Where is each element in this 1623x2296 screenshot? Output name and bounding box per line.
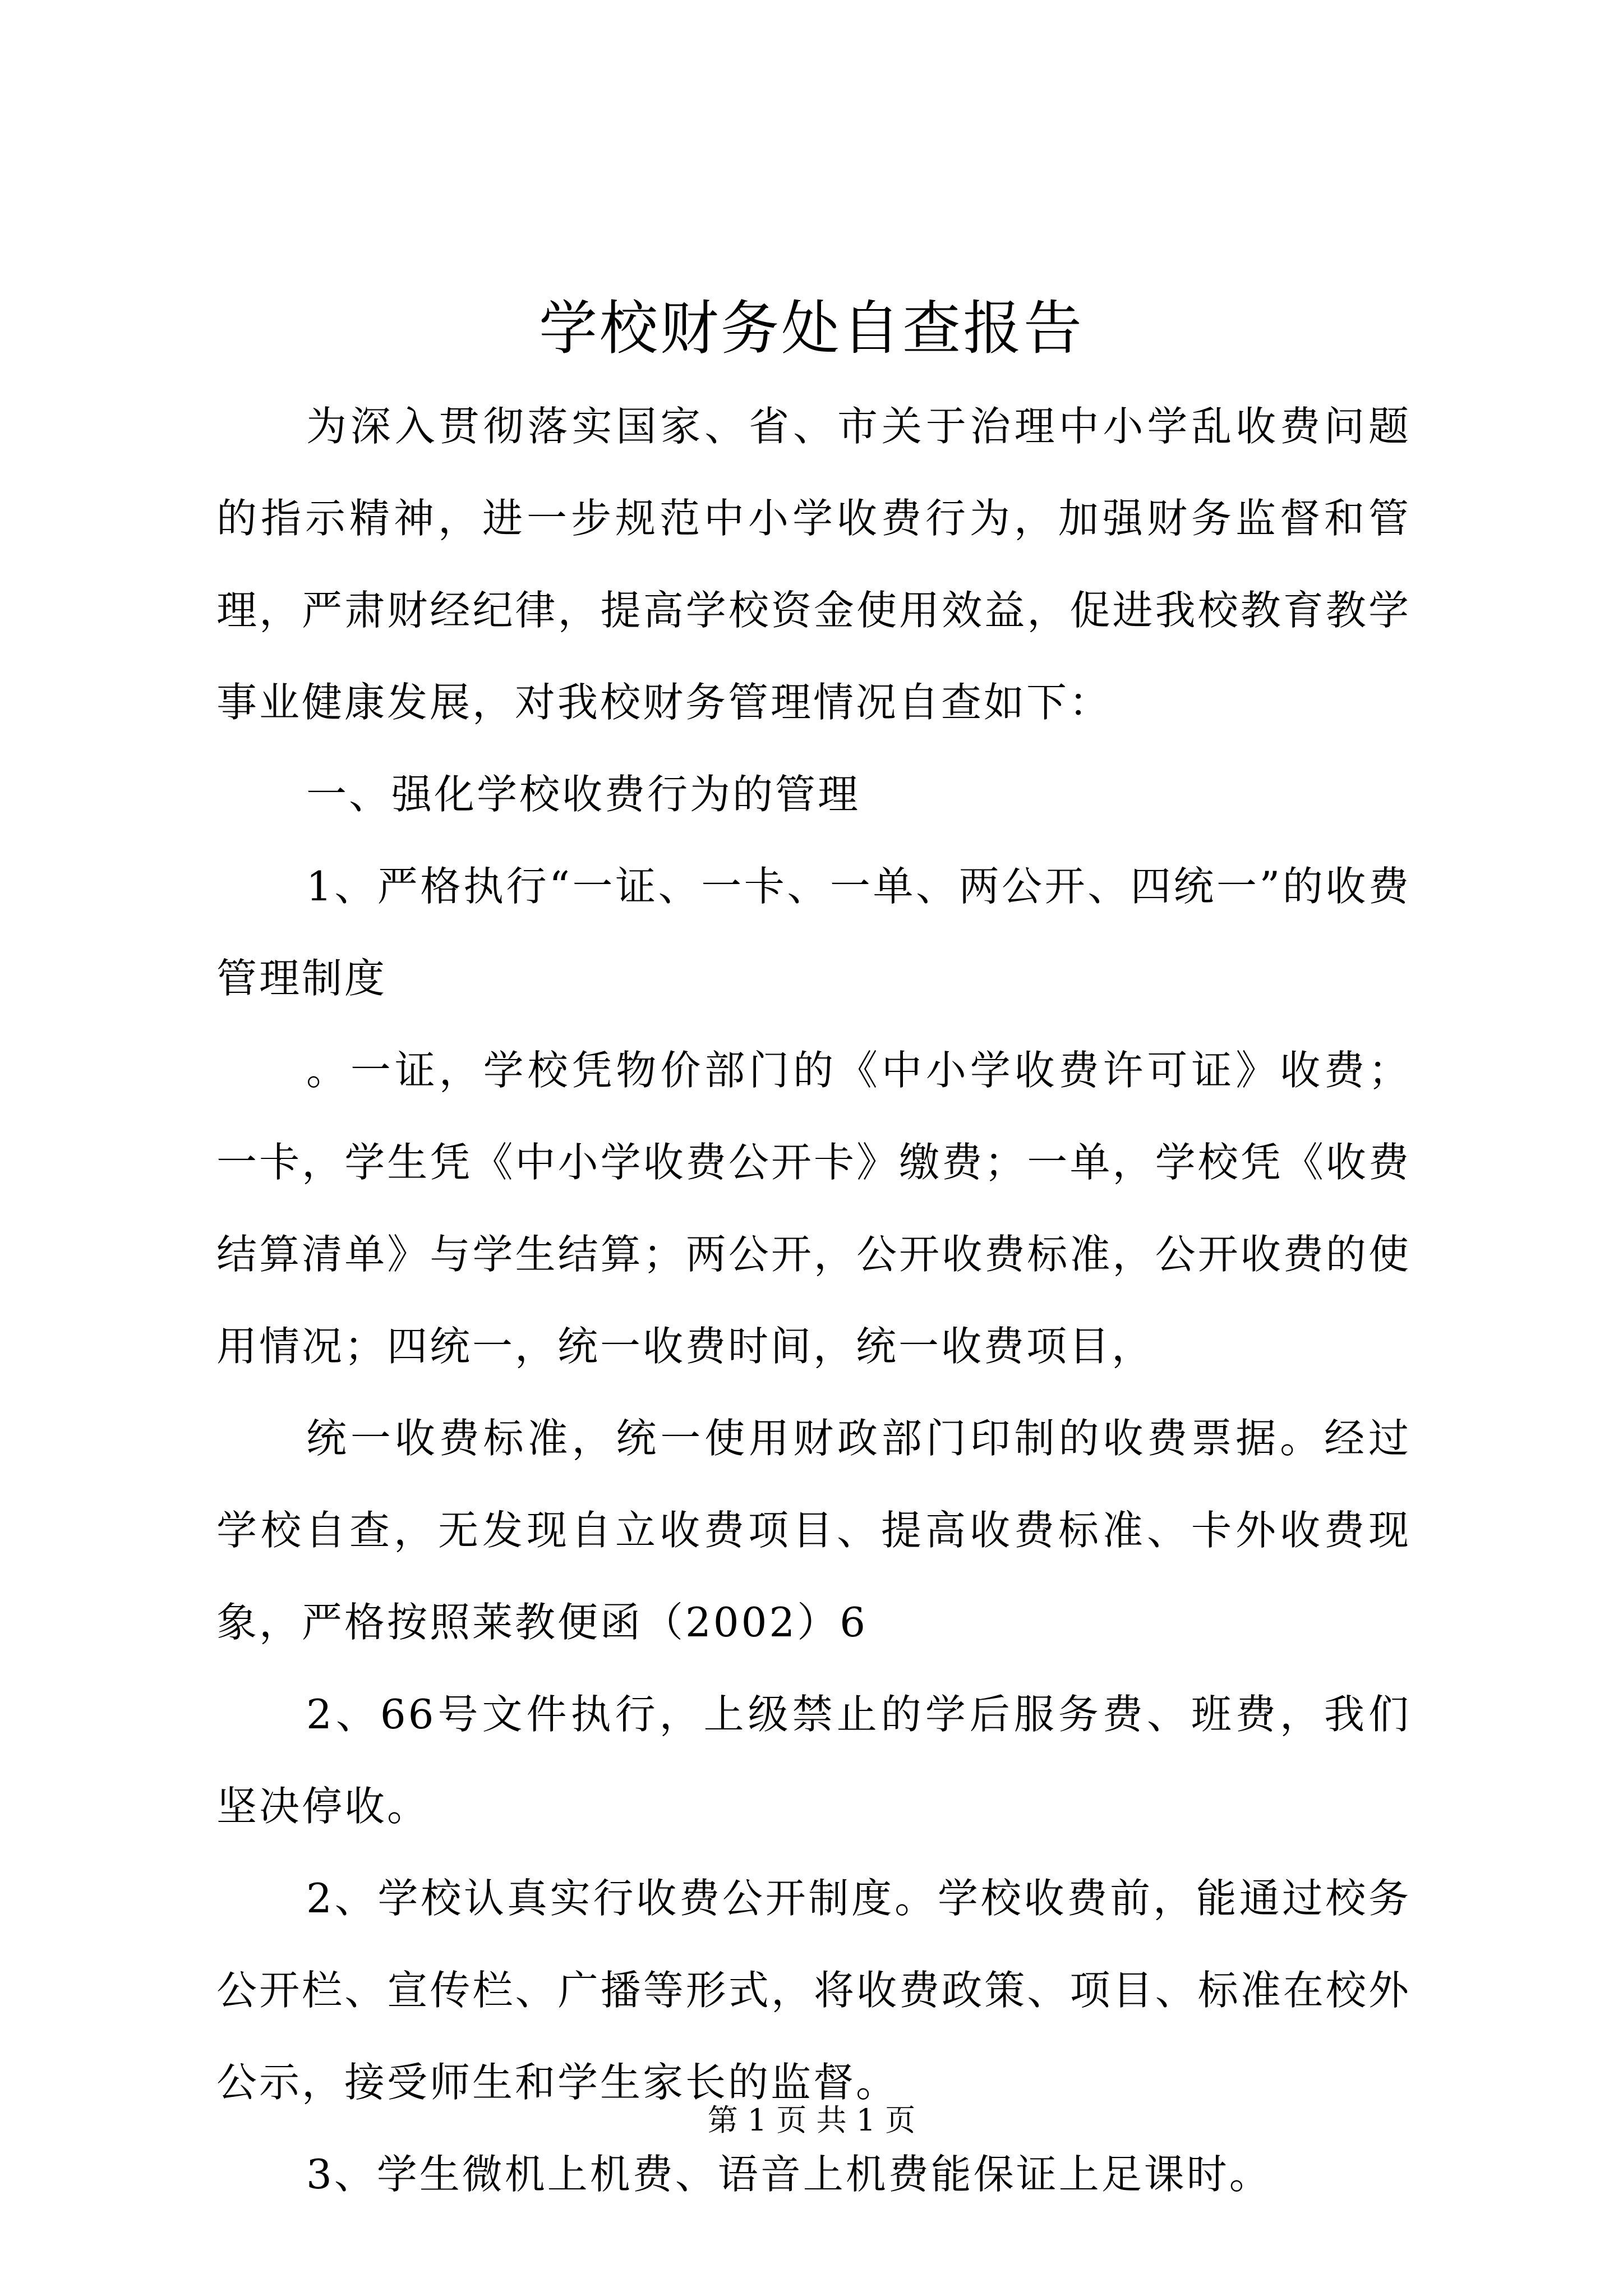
paragraph-item-1-continued: 统一收费标准，统一使用财政部门印制的收费票据。经过学校自查，无发现自立收费项目、提高收费标准、卡外收费现象，严格按照莱教便函（2002）6 <box>216 1415 1411 1646</box>
paragraph-item-2a: 2、66号文件执行，上级禁止的学后服务费、班费，我们坚决停收。 <box>216 1691 1411 1830</box>
paragraph-item-1: 1、严格执行“一证、一卡、一单、两公开、四统一”的收费管理制度 <box>216 863 1411 1002</box>
page-footer: 第 1 页 共 1 页 <box>707 2102 916 2138</box>
section-heading-1: 一、强化学校收费行为的管理 <box>306 771 861 818</box>
document-body <box>216 380 1411 2220</box>
paragraph-intro: 为深入贯彻落实国家、省、市关于治理中小学乱收费问题的指示精神，进一步规范中小学收费行为，加强财务监督和管理，严肃财经纪律，提高学校资金使用效益，促进我校教育教学事业健康发展，对我校财务管理情况自查如下： <box>216 403 1411 726</box>
paragraph-item-2b: 2、学校认真实行收费公开制度。学校收费前，能通过校务公开栏、宣传栏、广播等形式，将收费政策、项目、标准在校外公示，接受师生和学生家长的监督。 <box>216 1875 1411 2106</box>
document-title: 学校财务处自查报告 <box>538 294 1084 362</box>
paragraph-item-1-detail: 。一证，学校凭物价部门的《中小学收费许可证》收费；一卡，学生凭《中小学收费公开卡》缴费；一单，学校凭《收费结算清单》与学生结算；两公开，公开收费标准，公开收费的使用情况；四统一，统一收费时间，统一收费项目， <box>216 1047 1411 1370</box>
paragraph-item-3: 3、学生微机上机费、语音上机费能保证上足课时。 <box>306 2151 1272 2198</box>
